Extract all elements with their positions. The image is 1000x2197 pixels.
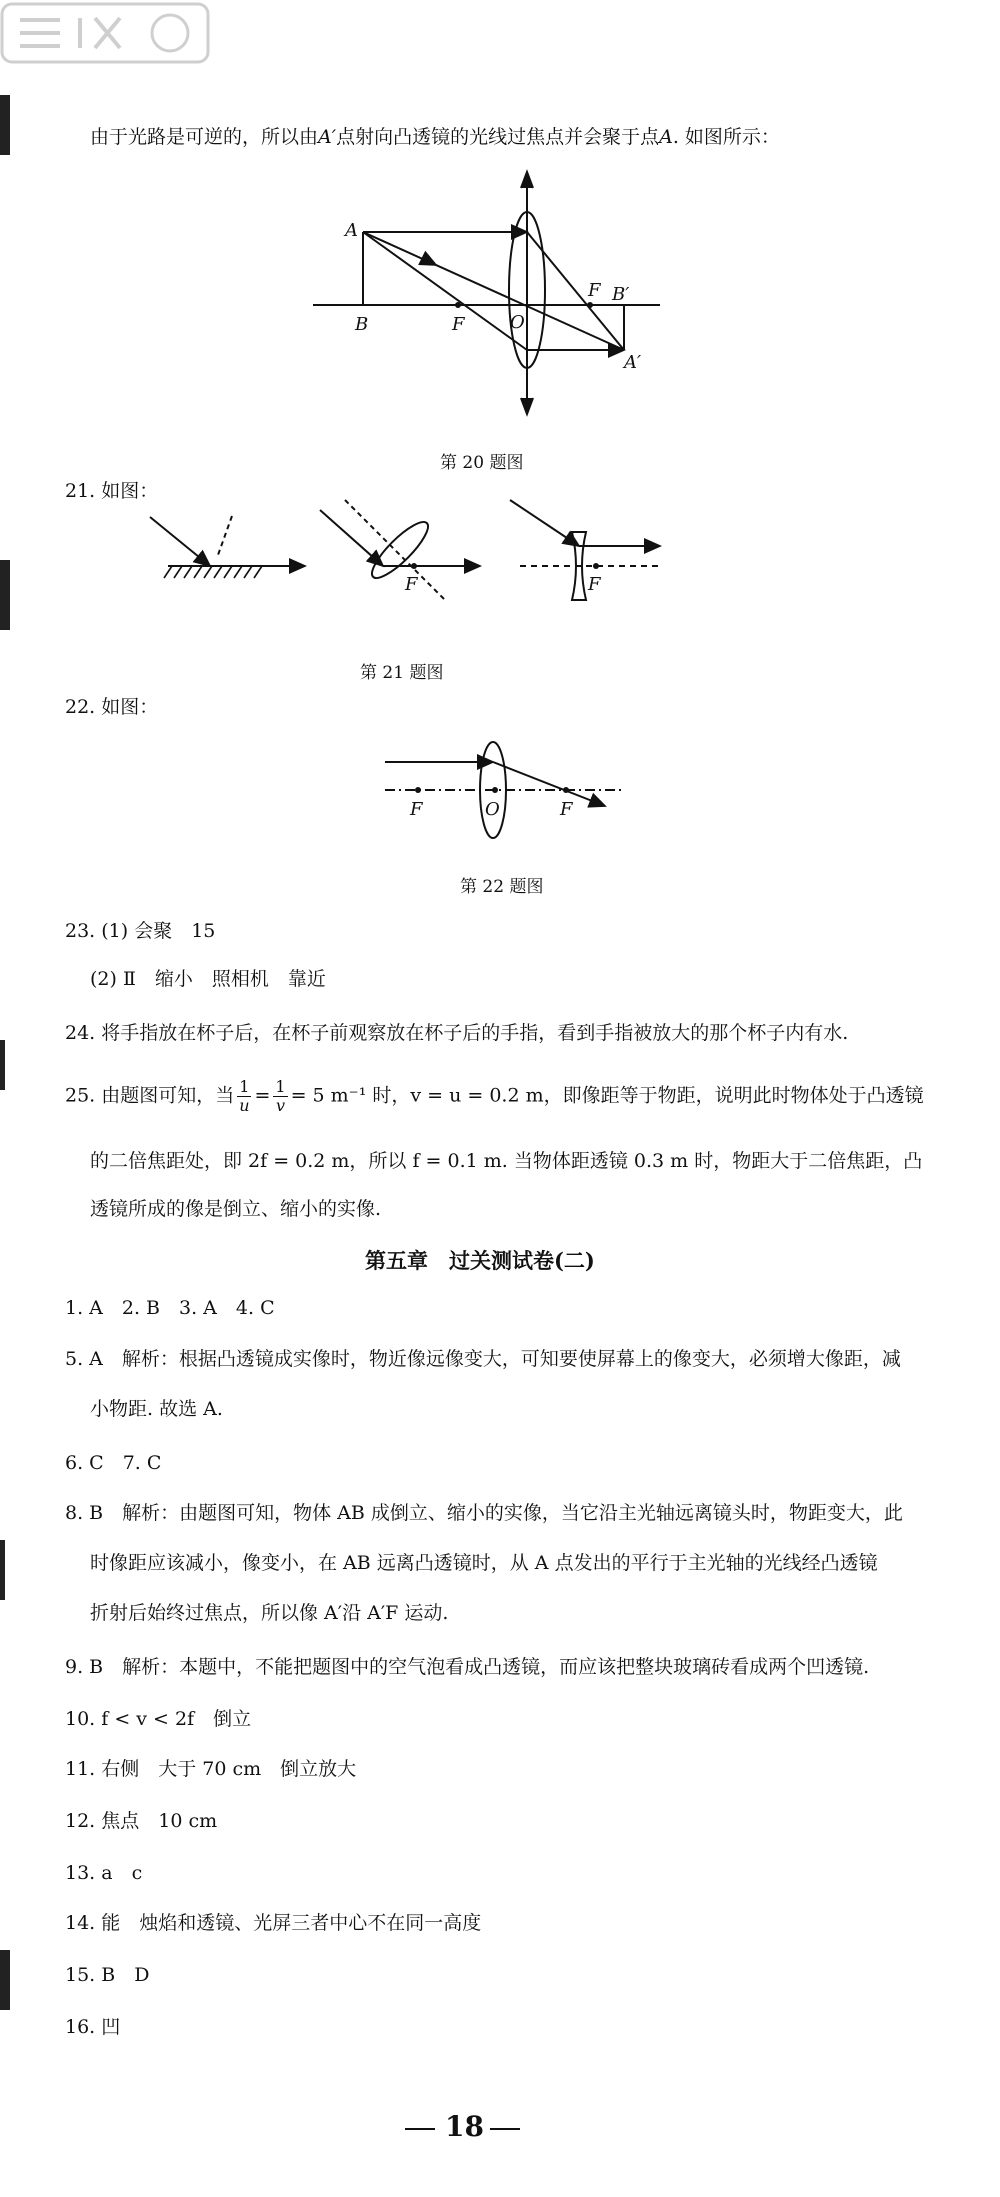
intro-mid: 点射向凸透镜的光线过焦点并会聚于点 xyxy=(336,126,660,148)
intro-text xyxy=(90,124,780,150)
intro-prime: A′ xyxy=(318,126,337,148)
q25-frac-u-num: 1 xyxy=(239,1077,250,1096)
fig22-label-F-right: F xyxy=(560,799,573,820)
answer-5-line2: 小物距. 故选 A. xyxy=(90,1398,223,1420)
fig22-center xyxy=(492,787,498,793)
intro-post: . 如图所示： xyxy=(672,126,780,148)
answer-14: 14. 能 烛焰和透镜、光屏三者中心不在同一高度 xyxy=(65,1912,482,1934)
fig20-label-B: B xyxy=(355,314,369,335)
answer-13: 13. a c xyxy=(65,1862,143,1884)
fig21c-concave-lens xyxy=(572,532,586,600)
answer-6-7: 6. C 7. C xyxy=(65,1452,162,1474)
q25-line2: 的二倍焦距处，即 2f = 0.2 m，所以 f = 0.1 m. 当物体距透镜 0.3 m 时，物距大于二倍焦距，凸 xyxy=(90,1150,923,1172)
q25-line1 xyxy=(65,1078,924,1115)
q25-frac-u-den: u xyxy=(239,1096,250,1115)
fig21b-axis xyxy=(345,500,445,600)
fig21-diagram xyxy=(150,500,660,600)
fig20-focus-right xyxy=(587,302,593,308)
fig21c-label-F: F xyxy=(588,574,601,595)
fig21b-label-F: F xyxy=(405,574,418,595)
page-number-dash-right xyxy=(490,2128,520,2130)
fig20-label-O: O xyxy=(510,312,525,333)
fig21b-incident-ray xyxy=(320,510,383,566)
intro-a: A xyxy=(659,126,673,148)
fig20-lens xyxy=(509,212,545,368)
fig20-label-F-right: F xyxy=(588,280,601,301)
q25-post: = 5 m⁻¹ 时，v = u = 0.2 m，即像距等于物距，说明此时物体处于凸透镜 xyxy=(290,1084,924,1107)
watermark-logo xyxy=(0,0,210,66)
q25-pre: 25. 由题图可知，当 xyxy=(65,1084,235,1107)
answer-9: 9. B 解析：本题中，不能把题图中的空气泡看成凸透镜，而应该把整块玻璃砖看成两个凹透镜. xyxy=(65,1656,870,1678)
q25-frac-v xyxy=(273,1078,287,1115)
answer-12: 12. 焦点 10 cm xyxy=(65,1810,218,1832)
fig20-label-Bprime: B′ xyxy=(612,284,630,305)
margin-mark xyxy=(0,95,10,155)
fig21b-focus xyxy=(411,563,417,569)
fig20-ray-center xyxy=(363,232,624,350)
answer-11: 11. 右侧 大于 70 cm 倒立放大 xyxy=(65,1758,357,1780)
fig22-diagram xyxy=(385,742,625,838)
fig20-ray-refracted xyxy=(527,232,624,350)
fig20-arrow-up xyxy=(521,172,533,188)
answer-1-4: 1. A 2. B 3. A 4. C xyxy=(65,1297,275,1319)
fig22-label-F-left: F xyxy=(410,799,423,820)
fig20-caption: 第 20 题图 xyxy=(440,453,524,473)
fig21a-mirror-hatch xyxy=(164,566,262,578)
q23-line2: (2) Ⅱ 缩小 照相机 靠近 xyxy=(90,968,326,990)
page-number: 18 xyxy=(445,2110,484,2143)
fig21c-focus xyxy=(593,563,599,569)
fig22-refracted-ray xyxy=(493,762,605,806)
fig21c-incident-ray xyxy=(510,500,579,546)
fig20-focus-left xyxy=(455,302,461,308)
intro-pre: 由于光路是可逆的，所以由 xyxy=(90,126,319,148)
answer-15: 15. B D xyxy=(65,1964,150,1986)
fig20-label-A: A xyxy=(345,220,358,241)
answer-8-line3: 折射后始终过焦点，所以像 A′沿 A′F 运动. xyxy=(90,1602,449,1624)
q25-frac-v-den: v xyxy=(275,1096,285,1115)
answer-16: 16. 凹 xyxy=(65,2016,121,2038)
fig20-label-F-left: F xyxy=(452,314,465,335)
fig22-label-O: O xyxy=(485,799,500,820)
page-number-dash-left xyxy=(405,2128,435,2130)
q24-text: 24. 将手指放在杯子后，在杯子前观察放在杯子后的手指，看到手指被放大的那个杯子内有水. xyxy=(65,1022,849,1044)
q25-line3: 透镜所成的像是倒立、缩小的实像. xyxy=(90,1198,382,1220)
fig20-label-Aprime: A′ xyxy=(624,352,642,373)
fig22-focus-left xyxy=(415,787,421,793)
q21-text: 21. 如图： xyxy=(65,480,159,502)
answer-10: 10. f < v < 2f 倒立 xyxy=(65,1708,252,1730)
fig20-ray-focal xyxy=(363,232,527,350)
section-title: 第五章 过关测试卷(二) xyxy=(365,1248,595,1273)
fig20-arrow-down xyxy=(521,398,533,414)
margin-mark xyxy=(0,560,10,630)
fig21a-incident-ray xyxy=(150,517,210,566)
q23-line1: 23. (1) 会聚 15 xyxy=(65,920,216,942)
fig21-caption: 第 21 题图 xyxy=(360,663,444,683)
fig21a-normal xyxy=(218,516,232,555)
margin-mark xyxy=(0,1540,5,1600)
q25-eq: = xyxy=(254,1084,271,1107)
fig21b-lens xyxy=(365,515,434,584)
q22-text: 22. 如图： xyxy=(65,696,159,718)
q25-frac-v-num: 1 xyxy=(275,1077,286,1096)
margin-mark xyxy=(0,1950,10,2010)
answer-5-line1: 5. A 解析：根据凸透镜成实像时，物近像远像变大，可知要使屏幕上的像变大，必须增大像距，减 xyxy=(65,1348,901,1370)
answer-8-line1: 8. B 解析：由题图可知，物体 AB 成倒立、缩小的实像，当它沿主光轴远离镜头时，物距变大，此 xyxy=(65,1502,903,1524)
fig22-caption: 第 22 题图 xyxy=(460,877,544,897)
margin-mark xyxy=(0,1040,5,1090)
fig22-focus-right xyxy=(563,787,569,793)
q25-frac-u xyxy=(237,1078,251,1115)
answer-8-line2: 时像距应该减小，像变小，在 AB 远离凸透镜时，从 A 点发出的平行于主光轴的光线经凸透镜 xyxy=(90,1552,878,1574)
fig22-lens xyxy=(480,742,506,838)
